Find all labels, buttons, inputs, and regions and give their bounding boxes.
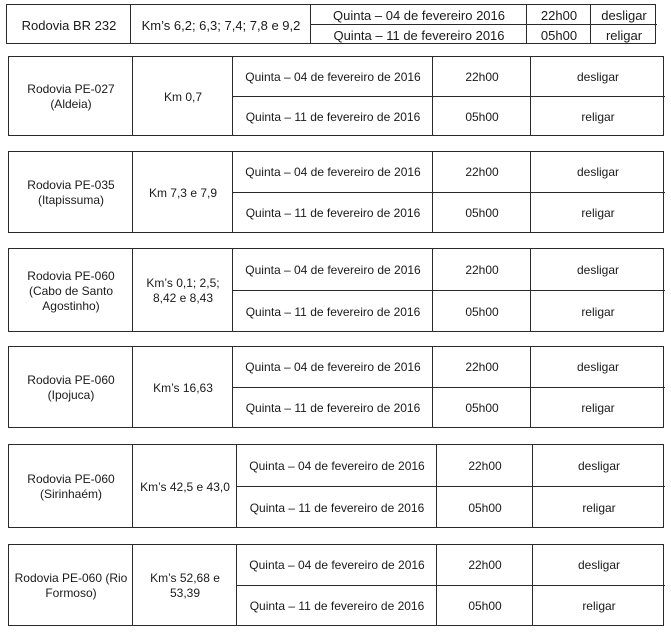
schedule-time: 22h00	[465, 69, 499, 84]
schedule-time: 22h00	[465, 262, 499, 277]
km-markers: Km’s 0,1; 2,5; 8,42 e 8,43	[146, 276, 220, 305]
schedule-action: religar	[581, 109, 615, 124]
schedule-date: Quinta – 11 de fevereiro 2016	[333, 27, 505, 43]
road-name: Rodovia PE-060 (Ipojuca)	[27, 373, 115, 402]
schedule-time: 05h00	[465, 304, 499, 319]
schedule-date: Quinta – 04 de fevereiro de 2016	[249, 558, 425, 572]
km-markers: Km’s 16,63	[153, 380, 213, 395]
schedule-action: religar	[581, 401, 615, 415]
schedule-action: religar	[582, 599, 616, 613]
schedule-time: 05h00	[540, 27, 578, 43]
road-name: Rodovia PE-060 (Sirinhaém)	[27, 472, 115, 501]
schedule-date: Quinta – 11 de fevereiro de 2016	[249, 500, 425, 515]
km-markers: Km 7,3 e 7,9	[148, 185, 218, 200]
shutdown-block	[8, 544, 664, 626]
shutdown-block	[8, 151, 664, 233]
shutdown-block	[8, 444, 664, 528]
shutdown-block	[8, 248, 664, 332]
shutdown-block	[6, 4, 656, 44]
km-markers: Km 0,7	[163, 89, 202, 104]
schedule-action: desligar	[601, 7, 647, 23]
schedule-date: Quinta – 11 de fevereiro de 2016	[245, 109, 421, 124]
schedule-date: Quinta – 11 de fevereiro de 2016	[245, 401, 421, 415]
schedule-action: religar	[582, 500, 616, 515]
shutdown-block	[8, 346, 664, 428]
schedule-time: 22h00	[465, 165, 499, 179]
schedule-date: Quinta – 04 de fevereiro de 2016	[245, 165, 421, 179]
shutdown-block	[8, 56, 664, 136]
schedule-action: religar	[581, 206, 615, 220]
schedule-action: desligar	[576, 165, 620, 179]
schedule-date: Quinta – 11 de fevereiro de 2016	[249, 599, 425, 613]
schedule-time: 05h00	[465, 401, 499, 415]
schedule-time: 05h00	[465, 109, 499, 124]
schedule-date: Quinta – 04 de fevereiro de 2016	[245, 360, 421, 374]
road-name: Rodovia PE-035 (Itapissuma)	[27, 178, 115, 207]
schedule-time: 22h00	[468, 458, 502, 473]
schedule-time: 05h00	[468, 599, 502, 613]
schedule-action: desligar	[576, 69, 620, 84]
schedule-time: 05h00	[465, 206, 499, 220]
schedule-time: 22h00	[540, 7, 578, 23]
schedule-action: desligar	[576, 360, 620, 374]
schedule-date: Quinta – 04 de fevereiro 2016	[332, 7, 505, 23]
km-markers: Km’s 52,68 e 53,39	[150, 571, 220, 600]
schedule-action: religar	[605, 27, 643, 43]
road-name: Rodovia PE-027 (Aldeia)	[27, 82, 115, 111]
schedule-action: desligar	[577, 458, 621, 473]
schedule-action: religar	[581, 304, 615, 319]
road-name: Rodovia PE-060 (Rio Formoso)	[14, 571, 128, 600]
schedule-date: Quinta – 04 de fevereiro de 2016	[245, 69, 421, 84]
km-markers: Km’s 6,2; 6,3; 7,4; 7,8 e 9,2	[141, 17, 301, 33]
schedule-action: desligar	[576, 262, 620, 277]
schedule-date: Quinta – 11 de fevereiro de 2016	[245, 206, 421, 220]
schedule-date: Quinta – 04 de fevereiro de 2016	[249, 458, 425, 473]
schedule-date: Quinta – 11 de fevereiro de 2016	[245, 304, 421, 319]
schedule-time: 22h00	[468, 558, 502, 572]
schedule-time: 22h00	[465, 360, 499, 374]
schedule-date: Quinta – 04 de fevereiro de 2016	[245, 262, 421, 277]
schedule-time: 05h00	[468, 500, 502, 515]
road-name: Rodovia PE-060 (Cabo de Santo Agostinho)	[27, 268, 115, 313]
km-markers: Km’s 42,5 e 43,0	[140, 479, 230, 494]
road-name: Rodovia BR 232	[21, 17, 117, 33]
schedule-action: desligar	[577, 558, 621, 572]
